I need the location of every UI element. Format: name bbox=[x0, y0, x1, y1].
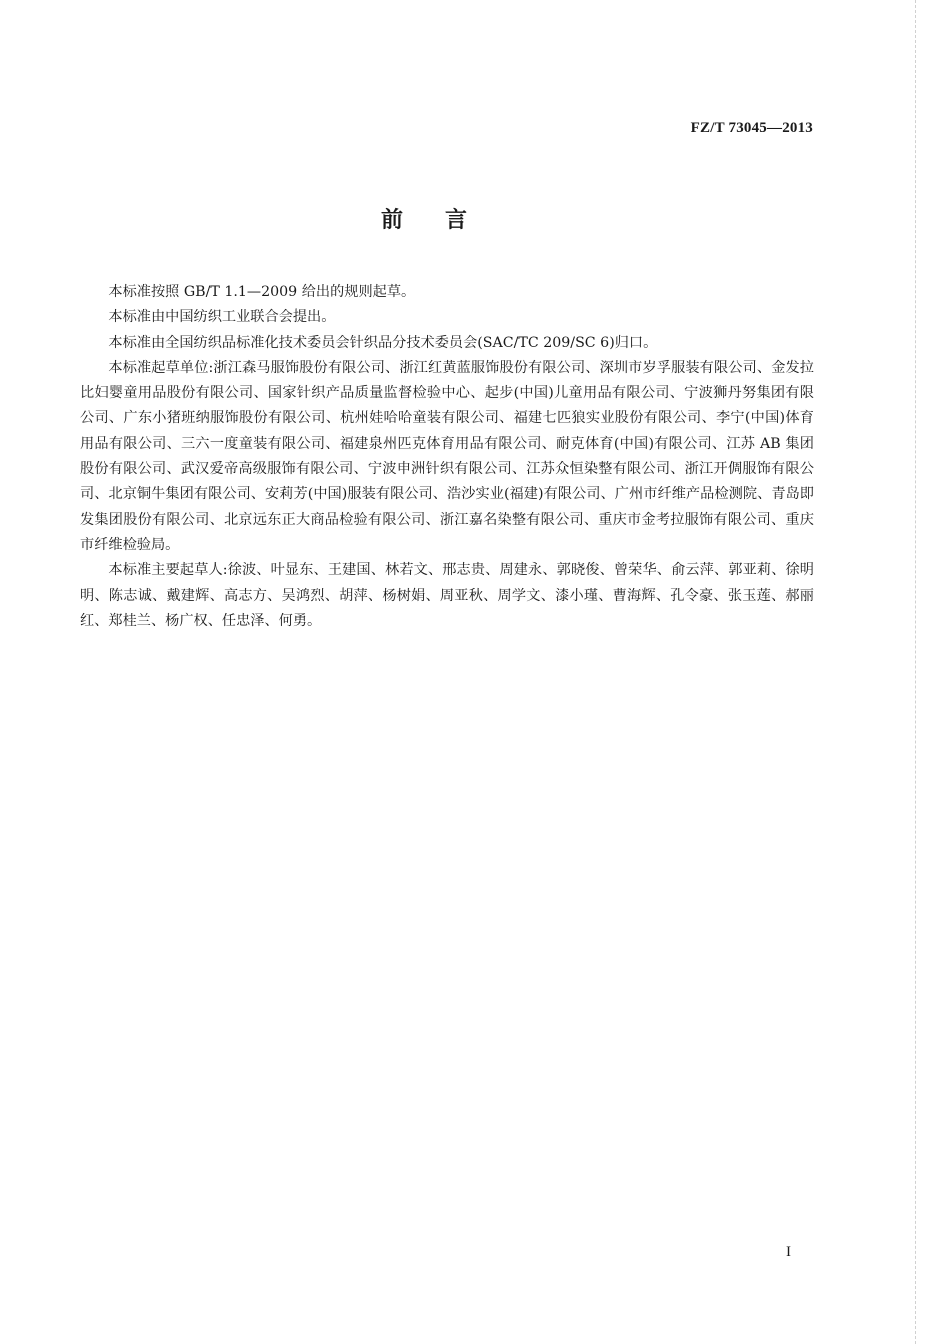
page-number: I bbox=[786, 1244, 791, 1260]
paragraph-drafting-rules: 本标准按照 GB/T 1.1—2009 给出的规则起草。 bbox=[108, 284, 416, 300]
paragraph-drafters: 本标准主要起草人:徐波、叶显东、王建国、林若文、邢志贵、周建永、郭晓俊、曾荣华、俞云萍、郭亚莉、徐明明、陈志诚、戴建辉、高志方、吴鸿烈、胡萍、杨树娟、周亚秋、周学文、漆小瑾、曹海辉、孔令豪、张玉莲、郝丽红、郑桂兰、杨广权、任忠泽、何勇。 bbox=[80, 562, 814, 629]
paragraph-administrator: 本标准由全国纺织品标准化技术委员会针织品分技术委员会(SAC/TC 209/SC 6)归口。 bbox=[108, 334, 658, 351]
paragraph-drafting-units: 本标准起草单位:浙江森马服饰股份有限公司、浙江红黄蓝服饰股份有限公司、深圳市岁孚服装有限公司、金发拉比妇婴童用品股份有限公司、国家针织产品质量监督检验中心、起步(中国)儿童用品有限公司、宁波狮丹努集团有限公司、广东小猪班纳服饰股份有限公司、杭州娃哈哈童装有限公司、福建七匹狼实业股份有限公司、李宁(中国)体育用品有限公司、三六一度童装有限公司、福建泉州匹克体育用品有限公司、耐克体育(中国)有限公司、江苏 AB 集团股份有限公司、武汉爱帝高级服饰有限公司、宁波申洲针织有限公司、江苏众恒染整有限公司、浙江开倜服饰有限公司、北京铜牛集团有限公司、安莉芳(中国)服装有限公司、浩沙实业(福建)有限公司、广州市纤维产品检测院、青岛即发集团股份有限公司、北京远东正大商品检验有限公司、浙江嘉名染整有限公司、重庆市金考拉服饰有限公司、重庆市纤维检验局。 bbox=[80, 359, 814, 553]
body-text bbox=[80, 280, 814, 634]
scan-edge-line bbox=[915, 0, 916, 1344]
standard-code: FZ/T 73045—2013 bbox=[690, 120, 813, 136]
page-title: 前言 bbox=[380, 208, 509, 233]
paragraph-proposer: 本标准由中国纺织工业联合会提出。 bbox=[108, 309, 336, 326]
